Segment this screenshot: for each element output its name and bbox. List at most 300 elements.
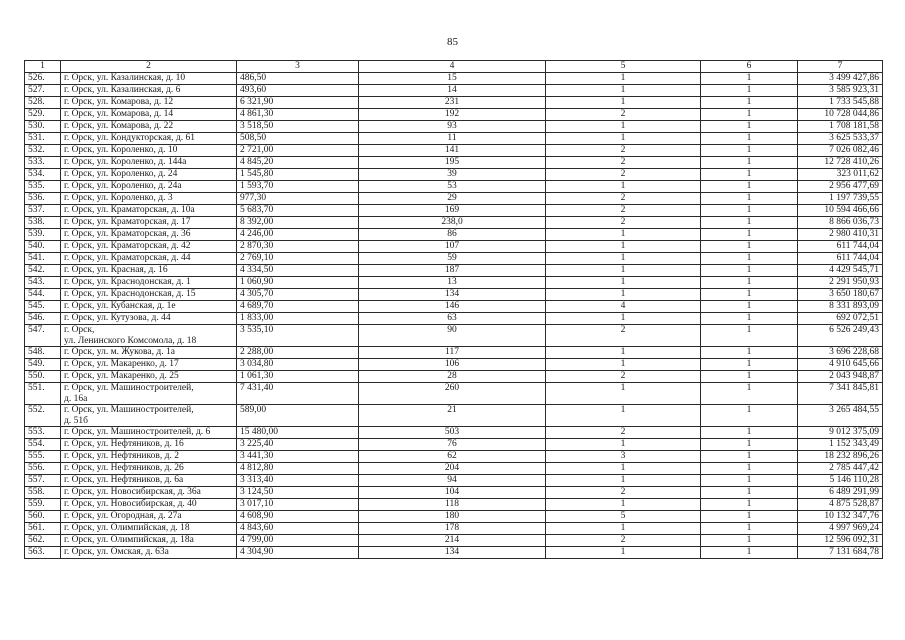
address-cell: г. Орск, ул. Комарова, д. 22 bbox=[61, 121, 237, 133]
area-cell: 8 392,00 bbox=[237, 217, 359, 229]
column-6-cell: 1 bbox=[701, 133, 798, 145]
column-5-cell: 1 bbox=[546, 133, 701, 145]
table-row bbox=[25, 371, 883, 383]
cost-cell: 7 341 845,81 bbox=[798, 383, 883, 405]
row-number: 533. bbox=[25, 157, 61, 169]
row-number: 550. bbox=[25, 371, 61, 383]
column-5-cell: 1 bbox=[546, 523, 701, 535]
area-cell: 4 812,80 bbox=[237, 463, 359, 475]
address-cell: г. Орск, ул. Короленко, д. 10 bbox=[61, 145, 237, 157]
column-header: 4 bbox=[359, 61, 546, 73]
area-cell: 3 017,10 bbox=[237, 499, 359, 511]
area-cell: 15 480,00 bbox=[237, 427, 359, 439]
cost-cell: 323 011,62 bbox=[798, 169, 883, 181]
row-number: 541. bbox=[25, 253, 61, 265]
count-cell: 134 bbox=[359, 289, 546, 301]
cost-cell: 10 728 044,86 bbox=[798, 109, 883, 121]
column-number-header-row bbox=[25, 61, 883, 73]
column-6-cell: 1 bbox=[701, 359, 798, 371]
address-cell: г. Орск, ул. Нефтяников, д. 16 bbox=[61, 439, 237, 451]
count-cell: 59 bbox=[359, 253, 546, 265]
column-6-cell: 1 bbox=[701, 475, 798, 487]
column-6-cell: 1 bbox=[701, 439, 798, 451]
column-6-cell: 1 bbox=[701, 523, 798, 535]
area-cell: 589,00 bbox=[237, 405, 359, 427]
area-cell: 486,50 bbox=[237, 73, 359, 85]
cost-cell: 8 866 036,73 bbox=[798, 217, 883, 229]
column-6-cell: 1 bbox=[701, 85, 798, 97]
column-6-cell: 1 bbox=[701, 217, 798, 229]
count-cell: 53 bbox=[359, 181, 546, 193]
count-cell: 29 bbox=[359, 193, 546, 205]
column-5-cell: 1 bbox=[546, 277, 701, 289]
address-cell: г. Орск, ул. Нефтяников, д. 6а bbox=[61, 475, 237, 487]
column-5-cell: 2 bbox=[546, 535, 701, 547]
table-row bbox=[25, 169, 883, 181]
column-5-cell: 1 bbox=[546, 405, 701, 427]
row-number: 540. bbox=[25, 241, 61, 253]
count-cell: 63 bbox=[359, 313, 546, 325]
column-6-cell: 1 bbox=[701, 109, 798, 121]
row-number: 551. bbox=[25, 383, 61, 405]
area-cell: 5 683,70 bbox=[237, 205, 359, 217]
column-6-cell: 1 bbox=[701, 499, 798, 511]
count-cell: 192 bbox=[359, 109, 546, 121]
row-number: 563. bbox=[25, 547, 61, 559]
count-cell: 187 bbox=[359, 265, 546, 277]
cost-cell: 7 026 082,46 bbox=[798, 145, 883, 157]
row-number: 526. bbox=[25, 73, 61, 85]
address-cell: г. Орск, ул. Кондукторская, д. 61 bbox=[61, 133, 237, 145]
table-row bbox=[25, 193, 883, 205]
cost-cell: 4 997 969,24 bbox=[798, 523, 883, 535]
page-number: 85 bbox=[447, 36, 458, 48]
column-5-cell: 1 bbox=[546, 289, 701, 301]
count-cell: 117 bbox=[359, 347, 546, 359]
column-5-cell: 1 bbox=[546, 439, 701, 451]
row-number: 556. bbox=[25, 463, 61, 475]
table-row bbox=[25, 205, 883, 217]
area-cell: 3 518,50 bbox=[237, 121, 359, 133]
row-number: 538. bbox=[25, 217, 61, 229]
row-number: 558. bbox=[25, 487, 61, 499]
cost-cell: 6 489 291,99 bbox=[798, 487, 883, 499]
table-row bbox=[25, 145, 883, 157]
column-5-cell: 1 bbox=[546, 547, 701, 559]
cost-cell: 3 625 533,37 bbox=[798, 133, 883, 145]
table-row bbox=[25, 347, 883, 359]
area-cell: 1 545,80 bbox=[237, 169, 359, 181]
row-number: 545. bbox=[25, 301, 61, 313]
table-row bbox=[25, 359, 883, 371]
row-number: 548. bbox=[25, 347, 61, 359]
table-row bbox=[25, 325, 883, 347]
cost-cell: 4 429 545,71 bbox=[798, 265, 883, 277]
table-row bbox=[25, 301, 883, 313]
area-cell: 4 861,30 bbox=[237, 109, 359, 121]
area-cell: 4 608,90 bbox=[237, 511, 359, 523]
cost-cell: 692 072,51 bbox=[798, 313, 883, 325]
area-cell: 2 870,30 bbox=[237, 241, 359, 253]
column-6-cell: 1 bbox=[701, 463, 798, 475]
row-number: 555. bbox=[25, 451, 61, 463]
cost-cell: 5 146 110,28 bbox=[798, 475, 883, 487]
column-5-cell: 5 bbox=[546, 511, 701, 523]
housing-registry-table bbox=[24, 60, 883, 559]
column-6-cell: 1 bbox=[701, 73, 798, 85]
row-number: 543. bbox=[25, 277, 61, 289]
area-cell: 977,30 bbox=[237, 193, 359, 205]
count-cell: 146 bbox=[359, 301, 546, 313]
area-cell: 1 060,90 bbox=[237, 277, 359, 289]
column-5-cell: 1 bbox=[546, 475, 701, 487]
column-5-cell: 1 bbox=[546, 97, 701, 109]
address-cell: г. Орск, ул. Кутузова, д. 44 bbox=[61, 313, 237, 325]
address-cell: г. Орск, ул. Казалинская, д. 10 bbox=[61, 73, 237, 85]
address-cell: г. Орск, ул. Краснодонская, д. 1 bbox=[61, 277, 237, 289]
column-5-cell: 2 bbox=[546, 487, 701, 499]
cost-cell: 8 331 893,09 bbox=[798, 301, 883, 313]
area-cell: 2 288,00 bbox=[237, 347, 359, 359]
cost-cell: 1 733 545,88 bbox=[798, 97, 883, 109]
table-row bbox=[25, 73, 883, 85]
address-cell: г. Орск, ул. Короленко, д. 3 bbox=[61, 193, 237, 205]
column-6-cell: 1 bbox=[701, 547, 798, 559]
area-cell: 4 246,00 bbox=[237, 229, 359, 241]
table-row bbox=[25, 383, 883, 405]
column-6-cell: 1 bbox=[701, 205, 798, 217]
count-cell: 15 bbox=[359, 73, 546, 85]
address-cell: г. Орск, ул. Макаренко, д. 17 bbox=[61, 359, 237, 371]
column-5-cell: 1 bbox=[546, 241, 701, 253]
column-5-cell: 4 bbox=[546, 301, 701, 313]
address-cell: г. Орск, ул. Омская, д. 63а bbox=[61, 547, 237, 559]
area-cell: 3 124,50 bbox=[237, 487, 359, 499]
address-cell: г. Орск, ул. Комарова, д. 12 bbox=[61, 97, 237, 109]
column-5-cell: 2 bbox=[546, 193, 701, 205]
area-cell: 7 431,40 bbox=[237, 383, 359, 405]
cost-cell: 10 132 347,76 bbox=[798, 511, 883, 523]
column-6-cell: 1 bbox=[701, 181, 798, 193]
column-6-cell: 1 bbox=[701, 229, 798, 241]
column-6-cell: 1 bbox=[701, 277, 798, 289]
column-5-cell: 1 bbox=[546, 313, 701, 325]
column-6-cell: 1 bbox=[701, 371, 798, 383]
row-number: 560. bbox=[25, 511, 61, 523]
column-header: 3 bbox=[237, 61, 359, 73]
table-row bbox=[25, 439, 883, 451]
count-cell: 180 bbox=[359, 511, 546, 523]
address-cell: г. Орск, ул. Краснодонская, д. 15 bbox=[61, 289, 237, 301]
column-5-cell: 1 bbox=[546, 463, 701, 475]
address-cell: г. Орск, ул. Ленинского Комсомола, д. 18 bbox=[61, 325, 237, 347]
row-number: 535. bbox=[25, 181, 61, 193]
column-6-cell: 1 bbox=[701, 487, 798, 499]
row-number: 546. bbox=[25, 313, 61, 325]
count-cell: 141 bbox=[359, 145, 546, 157]
address-cell: г. Орск, ул. Краматорская, д. 42 bbox=[61, 241, 237, 253]
column-header: 1 bbox=[25, 61, 61, 73]
count-cell: 28 bbox=[359, 371, 546, 383]
address-cell: г. Орск, ул. Краматорская, д. 44 bbox=[61, 253, 237, 265]
cost-cell: 4 910 645,66 bbox=[798, 359, 883, 371]
table-row bbox=[25, 97, 883, 109]
cost-cell: 7 131 684,78 bbox=[798, 547, 883, 559]
address-cell: г. Орск, ул. Новосибирская, д. 40 bbox=[61, 499, 237, 511]
table-row bbox=[25, 511, 883, 523]
row-number: 553. bbox=[25, 427, 61, 439]
address-cell: г. Орск, ул. м. Жукова, д. 1а bbox=[61, 347, 237, 359]
row-number: 534. bbox=[25, 169, 61, 181]
column-5-cell: 2 bbox=[546, 157, 701, 169]
count-cell: 169 bbox=[359, 205, 546, 217]
column-5-cell: 1 bbox=[546, 85, 701, 97]
table-row bbox=[25, 289, 883, 301]
column-6-cell: 1 bbox=[701, 313, 798, 325]
row-number: 549. bbox=[25, 359, 61, 371]
count-cell: 238,0 bbox=[359, 217, 546, 229]
address-cell: г. Орск, ул. Новосибирская, д. 36а bbox=[61, 487, 237, 499]
column-header: 5 bbox=[546, 61, 701, 73]
count-cell: 214 bbox=[359, 535, 546, 547]
area-cell: 4 843,60 bbox=[237, 523, 359, 535]
row-number: 530. bbox=[25, 121, 61, 133]
address-cell: г. Орск, ул. Макаренко, д. 25 bbox=[61, 371, 237, 383]
column-5-cell: 2 bbox=[546, 145, 701, 157]
row-number: 557. bbox=[25, 475, 61, 487]
column-header: 2 bbox=[61, 61, 237, 73]
count-cell: 134 bbox=[359, 547, 546, 559]
address-cell: г. Орск, ул. Машиностроителей, д. 16а bbox=[61, 383, 237, 405]
count-cell: 94 bbox=[359, 475, 546, 487]
area-cell: 493,60 bbox=[237, 85, 359, 97]
column-6-cell: 1 bbox=[701, 511, 798, 523]
column-5-cell: 1 bbox=[546, 359, 701, 371]
table-row bbox=[25, 547, 883, 559]
column-6-cell: 1 bbox=[701, 535, 798, 547]
column-5-cell: 1 bbox=[546, 121, 701, 133]
row-number: 529. bbox=[25, 109, 61, 121]
column-6-cell: 1 bbox=[701, 157, 798, 169]
cost-cell: 1 708 181,58 bbox=[798, 121, 883, 133]
area-cell: 3 441,30 bbox=[237, 451, 359, 463]
table-row bbox=[25, 85, 883, 97]
address-cell: г. Орск, ул. Короленко, д. 24 bbox=[61, 169, 237, 181]
column-6-cell: 1 bbox=[701, 325, 798, 347]
column-5-cell: 2 bbox=[546, 217, 701, 229]
count-cell: 231 bbox=[359, 97, 546, 109]
address-cell: г. Орск, ул. Краматорская, д. 36 bbox=[61, 229, 237, 241]
table-row bbox=[25, 463, 883, 475]
column-6-cell: 1 bbox=[701, 145, 798, 157]
address-cell: г. Орск, ул. Красная, д. 16 bbox=[61, 265, 237, 277]
cost-cell: 2 956 477,69 bbox=[798, 181, 883, 193]
area-cell: 3 535,10 bbox=[237, 325, 359, 347]
column-5-cell: 2 bbox=[546, 169, 701, 181]
column-6-cell: 1 bbox=[701, 289, 798, 301]
address-cell: г. Орск, ул. Машиностроителей, д. 51б bbox=[61, 405, 237, 427]
table-row bbox=[25, 109, 883, 121]
row-number: 532. bbox=[25, 145, 61, 157]
column-6-cell: 1 bbox=[701, 347, 798, 359]
count-cell: 106 bbox=[359, 359, 546, 371]
cost-cell: 3 696 228,68 bbox=[798, 347, 883, 359]
cost-cell: 611 744,04 bbox=[798, 253, 883, 265]
area-cell: 4 689,70 bbox=[237, 301, 359, 313]
column-6-cell: 1 bbox=[701, 405, 798, 427]
address-cell: г. Орск, ул. Олимпийская, д. 18а bbox=[61, 535, 237, 547]
area-cell: 3 313,40 bbox=[237, 475, 359, 487]
area-cell: 1 061,30 bbox=[237, 371, 359, 383]
cost-cell: 18 232 896,26 bbox=[798, 451, 883, 463]
column-5-cell: 1 bbox=[546, 265, 701, 277]
address-cell: г. Орск, ул. Нефтяников, д. 2 bbox=[61, 451, 237, 463]
table-row bbox=[25, 229, 883, 241]
table-row bbox=[25, 277, 883, 289]
column-5-cell: 1 bbox=[546, 499, 701, 511]
count-cell: 503 bbox=[359, 427, 546, 439]
column-5-cell: 1 bbox=[546, 347, 701, 359]
area-cell: 508,50 bbox=[237, 133, 359, 145]
table-row bbox=[25, 181, 883, 193]
count-cell: 195 bbox=[359, 157, 546, 169]
cost-cell: 12 728 410,26 bbox=[798, 157, 883, 169]
count-cell: 39 bbox=[359, 169, 546, 181]
address-cell: г. Орск, ул. Олимпийская, д. 18 bbox=[61, 523, 237, 535]
address-cell: г. Орск, ул. Казалинская, д. 6 bbox=[61, 85, 237, 97]
column-6-cell: 1 bbox=[701, 427, 798, 439]
count-cell: 11 bbox=[359, 133, 546, 145]
row-number: 554. bbox=[25, 439, 61, 451]
address-cell: г. Орск, ул. Короленко, д. 24а bbox=[61, 181, 237, 193]
table-row bbox=[25, 133, 883, 145]
table-row bbox=[25, 475, 883, 487]
row-number: 527. bbox=[25, 85, 61, 97]
area-cell: 6 321,90 bbox=[237, 97, 359, 109]
column-6-cell: 1 bbox=[701, 241, 798, 253]
count-cell: 178 bbox=[359, 523, 546, 535]
column-6-cell: 1 bbox=[701, 301, 798, 313]
table-body bbox=[25, 73, 883, 559]
column-5-cell: 3 bbox=[546, 451, 701, 463]
area-cell: 4 304,90 bbox=[237, 547, 359, 559]
column-6-cell: 1 bbox=[701, 265, 798, 277]
table-row bbox=[25, 157, 883, 169]
count-cell: 204 bbox=[359, 463, 546, 475]
cost-cell: 3 585 923,31 bbox=[798, 85, 883, 97]
count-cell: 260 bbox=[359, 383, 546, 405]
area-cell: 2 721,00 bbox=[237, 145, 359, 157]
column-5-cell: 1 bbox=[546, 181, 701, 193]
table-row bbox=[25, 523, 883, 535]
table-row bbox=[25, 451, 883, 463]
column-5-cell: 2 bbox=[546, 205, 701, 217]
cost-cell: 6 526 249,43 bbox=[798, 325, 883, 347]
address-cell: г. Орск, ул. Машиностроителей, д. 6 bbox=[61, 427, 237, 439]
row-number: 537. bbox=[25, 205, 61, 217]
area-cell: 2 769,10 bbox=[237, 253, 359, 265]
column-header: 7 bbox=[798, 61, 883, 73]
address-cell: г. Орск, ул. Короленко, д. 144а bbox=[61, 157, 237, 169]
table-row bbox=[25, 405, 883, 427]
table-row bbox=[25, 427, 883, 439]
row-number: 561. bbox=[25, 523, 61, 535]
column-5-cell: 2 bbox=[546, 325, 701, 347]
row-number: 539. bbox=[25, 229, 61, 241]
row-number: 544. bbox=[25, 289, 61, 301]
column-6-cell: 1 bbox=[701, 97, 798, 109]
area-cell: 4 799,00 bbox=[237, 535, 359, 547]
row-number: 531. bbox=[25, 133, 61, 145]
area-cell: 3 034,80 bbox=[237, 359, 359, 371]
table-row bbox=[25, 313, 883, 325]
table-row bbox=[25, 499, 883, 511]
count-cell: 76 bbox=[359, 439, 546, 451]
cost-cell: 2 980 410,31 bbox=[798, 229, 883, 241]
column-5-cell: 1 bbox=[546, 73, 701, 85]
address-cell: г. Орск, ул. Огородная, д. 27а bbox=[61, 511, 237, 523]
column-6-cell: 1 bbox=[701, 383, 798, 405]
cost-cell: 2 785 447,42 bbox=[798, 463, 883, 475]
cost-cell: 1 197 739,55 bbox=[798, 193, 883, 205]
row-number: 536. bbox=[25, 193, 61, 205]
column-5-cell: 2 bbox=[546, 427, 701, 439]
table-row bbox=[25, 487, 883, 499]
cost-cell: 9 012 375,09 bbox=[798, 427, 883, 439]
area-cell: 4 334,50 bbox=[237, 265, 359, 277]
column-5-cell: 2 bbox=[546, 371, 701, 383]
cost-cell: 2 291 950,93 bbox=[798, 277, 883, 289]
row-number: 552. bbox=[25, 405, 61, 427]
column-6-cell: 1 bbox=[701, 121, 798, 133]
table-row bbox=[25, 241, 883, 253]
count-cell: 90 bbox=[359, 325, 546, 347]
cost-cell: 4 875 528,87 bbox=[798, 499, 883, 511]
column-header: 6 bbox=[701, 61, 798, 73]
area-cell: 1 833,00 bbox=[237, 313, 359, 325]
column-5-cell: 1 bbox=[546, 229, 701, 241]
table-row bbox=[25, 265, 883, 277]
count-cell: 107 bbox=[359, 241, 546, 253]
row-number: 542. bbox=[25, 265, 61, 277]
area-cell: 4 305,70 bbox=[237, 289, 359, 301]
table-row bbox=[25, 121, 883, 133]
address-cell: г. Орск, ул. Комарова, д. 14 bbox=[61, 109, 237, 121]
column-6-cell: 1 bbox=[701, 253, 798, 265]
row-number: 547. bbox=[25, 325, 61, 347]
column-5-cell: 2 bbox=[546, 109, 701, 121]
table-row bbox=[25, 535, 883, 547]
cost-cell: 1 152 343,49 bbox=[798, 439, 883, 451]
cost-cell: 3 265 484,55 bbox=[798, 405, 883, 427]
count-cell: 118 bbox=[359, 499, 546, 511]
cost-cell: 10 594 466,66 bbox=[798, 205, 883, 217]
cost-cell: 3 499 427,86 bbox=[798, 73, 883, 85]
area-cell: 4 845,20 bbox=[237, 157, 359, 169]
cost-cell: 2 043 948,87 bbox=[798, 371, 883, 383]
row-number: 562. bbox=[25, 535, 61, 547]
count-cell: 93 bbox=[359, 121, 546, 133]
count-cell: 21 bbox=[359, 405, 546, 427]
area-cell: 1 593,70 bbox=[237, 181, 359, 193]
column-6-cell: 1 bbox=[701, 451, 798, 463]
count-cell: 86 bbox=[359, 229, 546, 241]
column-6-cell: 1 bbox=[701, 169, 798, 181]
address-cell: г. Орск, ул. Нефтяников, д. 26 bbox=[61, 463, 237, 475]
column-5-cell: 1 bbox=[546, 383, 701, 405]
row-number: 528. bbox=[25, 97, 61, 109]
row-number: 559. bbox=[25, 499, 61, 511]
